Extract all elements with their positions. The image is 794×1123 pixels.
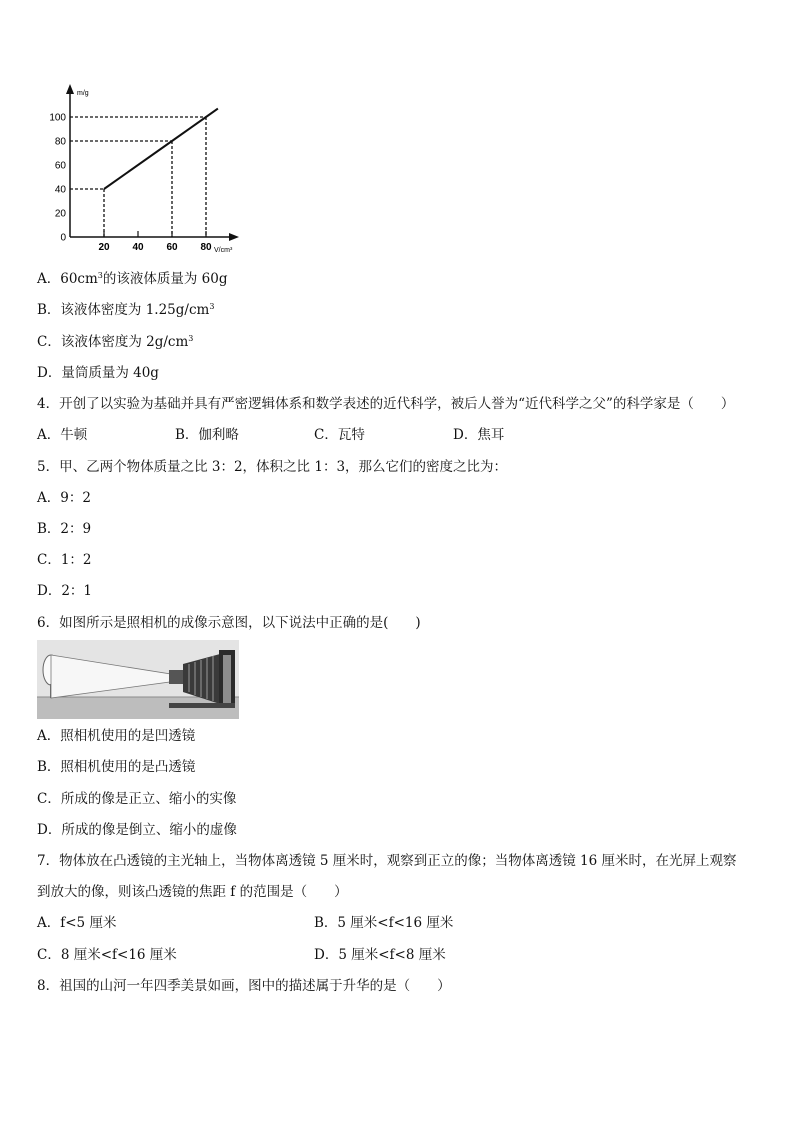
camera-imaging-diagram <box>37 640 239 719</box>
q6-stem: 6．如图所示是照相机的成像示意图，以下说法中正确的是( ) <box>37 615 421 631</box>
y-axis-label: m/g <box>77 90 89 97</box>
y-tick-labels <box>49 113 66 244</box>
q5-stem: 5．甲、乙两个物体质量之比 3：2，体积之比 1：3，那么它们的密度之比为： <box>37 459 508 475</box>
q4-option-a: A．牛顿 <box>37 427 88 443</box>
mass-volume-graph <box>36 82 246 257</box>
graph-axes <box>66 84 239 241</box>
y-tick-label: 60 <box>54 160 66 172</box>
x-tick-label: 20 <box>98 242 110 253</box>
x-tick-labels <box>98 231 212 253</box>
q8-stem: 8．祖国的山河一年四季美景如画，图中的描述属于升华的是（ ） <box>37 978 451 994</box>
q6-option-d: D．所成的像是倒立、缩小的虚像 <box>37 822 237 838</box>
q4-option-d: D．焦耳 <box>453 427 505 443</box>
q3-option-b: B．该液体密度为 $1.25g/cm^3$ <box>37 302 215 318</box>
x-tick-label: 80 <box>200 242 212 253</box>
q7-option-d: D．5 厘米<f<8 厘米 <box>314 947 446 963</box>
q3-option-d: D．量筒质量为 40g <box>37 365 159 381</box>
q6-option-c: C．所成的像是正立、缩小的实像 <box>37 791 237 807</box>
y-tick-label: 100 <box>49 112 66 124</box>
x-tick-label: 40 <box>132 242 144 253</box>
q4-option-b: B．伽利略 <box>175 427 239 443</box>
q4-stem: 4．开创了以实验为基础并具有严密逻辑体系和数学表述的近代科学，被后人誉为“近代科学之父”的科学家是（ ） <box>37 396 735 412</box>
mass-volume-line <box>104 109 218 189</box>
dashed-guides <box>70 117 206 237</box>
q3-option-a: A．$60cm^3$的该液体质量为 60g <box>37 271 228 287</box>
q7-option-a: A．f<5 厘米 <box>37 915 117 931</box>
q7-stem-line1: 7．物体放在凸透镜的主光轴上，当物体离透镜 5 厘米时，观察到正立的像；当物体离透镜 16 厘米时，在光屏上观察 <box>37 853 737 869</box>
q5-option-c: C．1：2 <box>37 552 92 568</box>
y-tick-label: 20 <box>54 208 66 220</box>
x-axis-label: V/cm³ <box>214 247 233 254</box>
q7-option-c: C．8 厘米<f<16 厘米 <box>37 947 177 963</box>
q6-option-b: B．照相机使用的是凸透镜 <box>37 759 196 775</box>
q5-option-d: D．2：1 <box>37 583 93 599</box>
q7-stem-line2: 到放大的像，则该凸透镜的焦距 f 的范围是（ ） <box>37 884 348 900</box>
x-tick-label: 60 <box>166 242 178 253</box>
q5-option-b: B．2：9 <box>37 521 92 537</box>
q5-option-a: A．9：2 <box>37 490 91 506</box>
y-tick-label: 80 <box>54 136 66 148</box>
q3-option-c: C．该液体密度为 $2g/cm^3$ <box>37 334 194 350</box>
y-tick-label: 40 <box>54 184 66 196</box>
q4-option-c: C．瓦特 <box>314 427 365 443</box>
q6-option-a: A．照相机使用的是凹透镜 <box>37 728 196 744</box>
q7-option-b: B．5 厘米<f<16 厘米 <box>314 915 454 931</box>
y-tick-label: 0 <box>60 232 66 244</box>
